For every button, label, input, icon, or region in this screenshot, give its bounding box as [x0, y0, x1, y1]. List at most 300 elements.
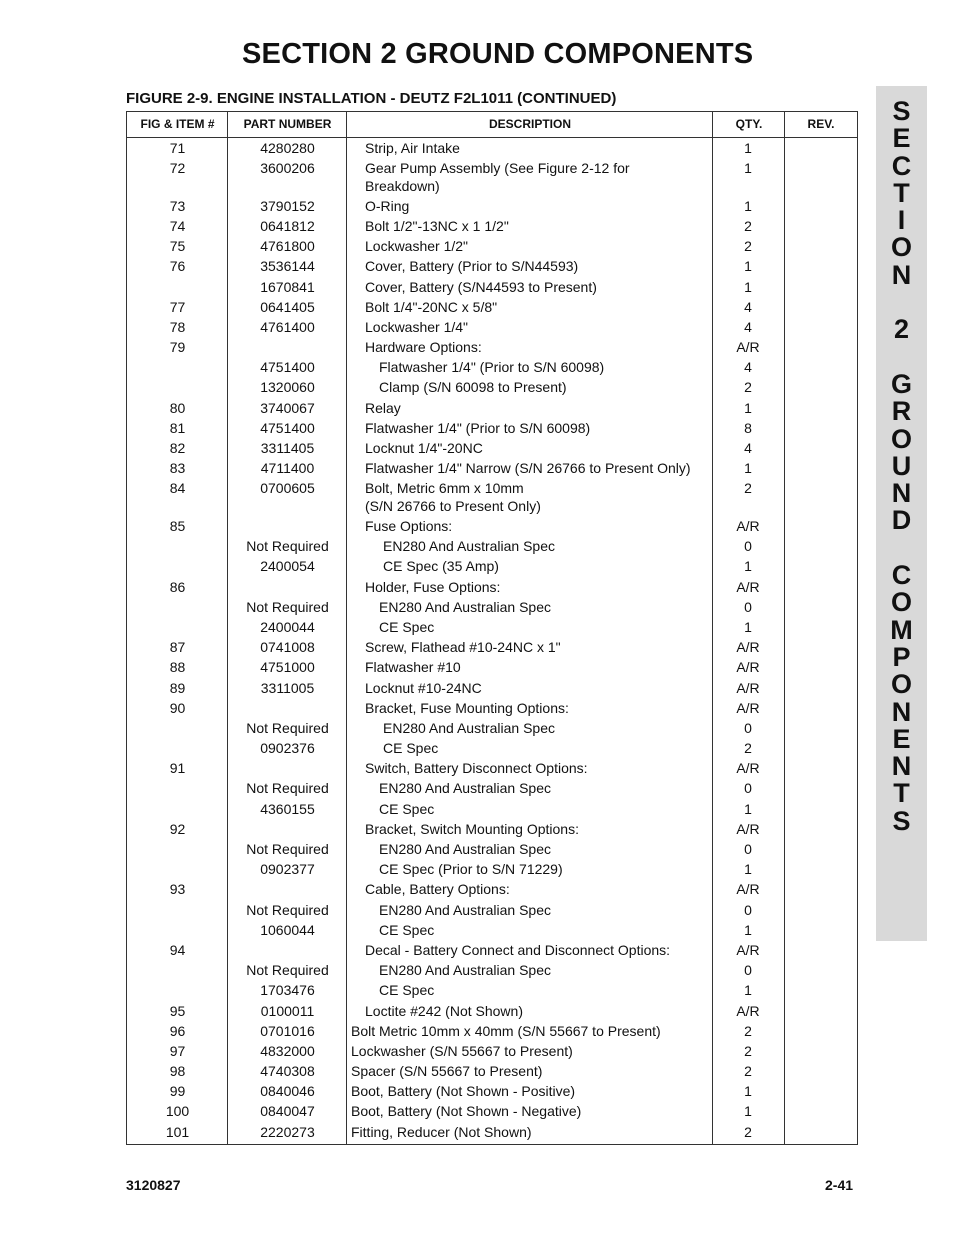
description: [383, 720, 728, 738]
quantity: 1: [744, 1083, 752, 1100]
part-number: Not Required: [246, 719, 329, 736]
quantity: 1: [744, 861, 752, 878]
part-number: 3536144: [260, 258, 315, 275]
item-number: 79: [169, 339, 186, 356]
description: [379, 780, 724, 798]
quantity: A/R: [736, 339, 760, 356]
header-rev: REV.: [807, 117, 835, 131]
item-number: 92: [169, 820, 186, 837]
item-number: 75: [169, 238, 186, 255]
table-row: [127, 357, 857, 377]
side-tab-letter: N: [891, 478, 912, 509]
part-number: 0840046: [260, 1083, 315, 1100]
header-description: DESCRIPTION: [488, 117, 571, 131]
part-number: 4280280: [260, 140, 315, 156]
description: [351, 1124, 696, 1142]
item-number: 80: [169, 399, 186, 416]
description-line: CE Spec: [383, 740, 439, 757]
side-tab-letter: C: [891, 150, 912, 181]
part-number: 3311405: [260, 440, 315, 457]
description: [365, 258, 710, 276]
part-number: 0840047: [260, 1103, 315, 1120]
table-row: [127, 1081, 857, 1101]
table-row: [127, 196, 857, 216]
description-line: Cover, Battery (S/N44593 to Present): [365, 278, 597, 295]
table-row: [127, 738, 857, 758]
quantity: 8: [744, 419, 752, 436]
description: [365, 760, 710, 778]
description-line: EN280 And Australian Spec: [379, 962, 552, 979]
part-number: Not Required: [246, 598, 329, 615]
table-row: [127, 799, 857, 819]
table-row: [127, 297, 857, 317]
quantity: A/R: [736, 639, 760, 656]
table-row: [127, 277, 857, 297]
table-row: [127, 718, 857, 738]
table-row: [127, 637, 857, 657]
table-row: [127, 337, 857, 357]
part-number: 0902377: [260, 861, 315, 878]
description: [351, 1103, 696, 1121]
quantity: 1: [744, 278, 752, 295]
table-row: [127, 940, 857, 960]
side-tab-letter: R: [891, 396, 912, 427]
header-item: FIG & ITEM #: [140, 117, 215, 131]
part-number: Not Required: [246, 538, 329, 555]
side-tab-letter: U: [891, 450, 912, 481]
table-row: [127, 478, 857, 516]
table-row: [127, 317, 857, 337]
quantity: 1: [744, 460, 752, 477]
item-number: 89: [169, 679, 186, 696]
quantity: 1: [744, 800, 752, 817]
quantity: 4: [744, 318, 752, 335]
quantity: A/R: [736, 679, 760, 696]
part-number: 0902376: [260, 740, 315, 757]
table-row: [127, 398, 857, 418]
side-tab-letter: N: [891, 259, 912, 290]
figure-title: FIGURE 2-9. ENGINE INSTALLATION - DEUTZ F2L1011 (CONTINUED): [126, 90, 617, 107]
description: [379, 841, 724, 859]
description-line: Bracket, Fuse Mounting Options:: [365, 699, 569, 716]
part-number: 3790152: [260, 197, 315, 214]
quantity: 4: [744, 298, 752, 315]
quantity: A/R: [736, 699, 760, 716]
quantity: 1: [744, 558, 752, 575]
description: [365, 680, 710, 698]
side-tab-letter: O: [890, 669, 912, 700]
description-line: Flatwasher 1/4" (Prior to S/N 60098): [365, 419, 591, 436]
table-row: [127, 138, 857, 158]
description-line: Bolt Metric 10mm x 40mm (S/N 55667 to Present): [351, 1022, 661, 1039]
description: [379, 599, 724, 617]
description: [365, 400, 710, 418]
quantity: 2: [744, 238, 752, 255]
quantity: 1: [744, 197, 752, 214]
table-row: [127, 839, 857, 859]
side-tab-letter: E: [892, 123, 911, 154]
quantity: 0: [744, 598, 752, 615]
item-number: 77: [169, 298, 186, 315]
side-tab-letter: N: [891, 751, 912, 782]
description-line: CE Spec (35 Amp): [383, 558, 499, 575]
item-number: 101: [165, 1123, 190, 1140]
table-row: [127, 678, 857, 698]
table-row: [127, 1041, 857, 1061]
description-line: (S/N 26766 to Present Only): [365, 497, 541, 514]
table-row: [127, 216, 857, 236]
description: [365, 480, 710, 515]
description: [365, 160, 710, 195]
quantity: 4: [744, 359, 752, 376]
table-row: [127, 377, 857, 397]
description-line: EN280 And Australian Spec: [383, 719, 556, 736]
table-row: [127, 1001, 857, 1021]
item-number: 86: [169, 578, 186, 595]
side-tab-letters: [876, 98, 927, 835]
part-number: 3740067: [260, 399, 315, 416]
side-tab-letter: N: [891, 696, 912, 727]
item-number: 88: [169, 659, 186, 676]
side-tab-letter: O: [890, 232, 912, 263]
description-line: Gear Pump Assembly (See Figure 2-12 for: [365, 160, 630, 177]
item-number: 76: [169, 258, 186, 275]
item-number: 96: [169, 1022, 186, 1039]
table-row: [127, 980, 857, 1000]
description-line: Locknut #10-24NC: [365, 679, 482, 696]
item-number: 91: [169, 760, 186, 777]
section-title: SECTION 2 GROUND COMPONENTS: [242, 38, 754, 70]
part-number: 1703476: [260, 982, 315, 999]
description: [365, 339, 710, 357]
table-row: [127, 597, 857, 617]
part-number: 4740308: [260, 1063, 315, 1080]
quantity: A/R: [736, 881, 760, 898]
quantity: 4: [744, 440, 752, 457]
part-number: 0700605: [260, 480, 315, 497]
description: [379, 619, 724, 637]
description: [365, 218, 710, 236]
quantity: A/R: [736, 578, 760, 595]
description-line: Loctite #242 (Not Shown): [365, 1002, 523, 1019]
table-row: [127, 698, 857, 718]
description-line: Lockwasher 1/4": [365, 318, 469, 335]
part-number: 1060044: [260, 921, 315, 938]
document-number: 3120827: [126, 1177, 181, 1193]
item-number: 90: [169, 699, 186, 716]
table-row: [127, 758, 857, 778]
part-number: 4751000: [260, 659, 315, 676]
quantity: 1: [744, 921, 752, 938]
table-header: [127, 112, 857, 138]
description-line: EN280 And Australian Spec: [379, 780, 552, 797]
item-number: 74: [169, 217, 186, 234]
description: [365, 1003, 710, 1021]
quantity: A/R: [736, 1002, 760, 1019]
table-row: [127, 1101, 857, 1121]
description: [383, 740, 728, 758]
item-number: 71: [169, 140, 186, 156]
part-number: 4751400: [260, 419, 315, 436]
description: [365, 579, 710, 597]
part-number: Not Required: [246, 962, 329, 979]
table-row: [127, 438, 857, 458]
quantity: A/R: [736, 820, 760, 837]
table-row: [127, 418, 857, 438]
part-number: Not Required: [246, 841, 329, 857]
description: [383, 558, 728, 576]
description: [365, 279, 710, 297]
item-number: 99: [169, 1083, 186, 1100]
header-part-number: PART NUMBER: [243, 117, 332, 131]
parts-table: [126, 111, 858, 1145]
side-tab-letter: S: [892, 96, 911, 126]
description: [365, 700, 710, 718]
table-row: [127, 617, 857, 637]
item-number: 84: [169, 480, 186, 497]
quantity: 2: [744, 1123, 752, 1140]
part-number: 4761800: [260, 238, 315, 255]
description-line: Flatwasher #10: [365, 659, 461, 676]
description: [365, 518, 710, 536]
table-row: [127, 1122, 857, 1142]
table-row: [127, 256, 857, 276]
side-tab-letter: C: [891, 560, 912, 591]
item-number: 94: [169, 941, 186, 958]
description: [351, 1083, 696, 1101]
description-line: Holder, Fuse Options:: [365, 578, 501, 595]
description: [351, 1043, 696, 1061]
item-number: 87: [169, 639, 186, 656]
description: [365, 881, 710, 899]
quantity: A/R: [736, 941, 760, 958]
description-line: Switch, Battery Disconnect Options:: [365, 760, 588, 777]
quantity: 1: [744, 982, 752, 999]
item-number: 73: [169, 197, 186, 214]
description: [351, 1023, 696, 1041]
description-line: CE Spec: [379, 982, 435, 999]
quantity: 0: [744, 962, 752, 979]
quantity: 0: [744, 841, 752, 857]
description: [379, 922, 724, 940]
part-number: 0641405: [260, 298, 315, 315]
table-row: [127, 778, 857, 798]
section-side-tab: [876, 86, 927, 941]
description-line: Flatwasher 1/4" (Prior to S/N 60098): [379, 359, 605, 376]
side-tab-letter: 2: [893, 314, 910, 345]
description: [365, 659, 710, 677]
table-row: [127, 577, 857, 597]
description-line: EN280 And Australian Spec: [379, 901, 552, 918]
part-number: 2220273: [260, 1123, 315, 1140]
quantity: 1: [744, 399, 752, 416]
description: [365, 319, 710, 337]
quantity: 2: [744, 379, 752, 396]
description: [365, 299, 710, 317]
part-number: 0641812: [260, 217, 315, 234]
side-tab-letter: T: [893, 177, 910, 208]
item-number: 72: [169, 160, 186, 177]
side-tab-letter: E: [892, 723, 911, 754]
description: [365, 140, 710, 158]
description-line: Strip, Air Intake: [365, 140, 460, 156]
quantity: 2: [744, 740, 752, 757]
description-line: Relay: [365, 399, 401, 416]
quantity: 1: [744, 1103, 752, 1120]
description-line: Lockwasher (S/N 55667 to Present): [351, 1042, 573, 1059]
description-line: Flatwasher 1/4" Narrow (S/N 26766 to Present Only): [365, 460, 691, 477]
item-number: 97: [169, 1042, 186, 1059]
table-row: [127, 1021, 857, 1041]
quantity: 0: [744, 719, 752, 736]
description-line: Fitting, Reducer (Not Shown): [351, 1123, 532, 1140]
description: [365, 942, 710, 960]
part-number: 4360155: [260, 800, 315, 817]
description: [365, 460, 710, 478]
table-row: [127, 236, 857, 256]
description-line: Cable, Battery Options:: [365, 881, 510, 898]
table-row: [127, 657, 857, 677]
part-number: 4761400: [260, 318, 315, 335]
description: [365, 420, 710, 438]
part-number: 3311005: [260, 679, 315, 696]
description: [365, 821, 710, 839]
description: [365, 238, 710, 256]
table-row: [127, 920, 857, 940]
table-row: [127, 458, 857, 478]
quantity: 2: [744, 480, 752, 497]
description-line: CE Spec: [379, 618, 435, 635]
description-line: O-Ring: [365, 197, 410, 214]
description-line: Decal - Battery Connect and Disconnect Options:: [365, 941, 671, 958]
description: [379, 801, 724, 819]
table-row: [127, 516, 857, 536]
description-line: EN280 And Australian Spec: [379, 598, 552, 615]
side-tab-letter: S: [892, 805, 911, 836]
description-line: CE Spec: [379, 921, 435, 938]
table-row: [127, 1061, 857, 1081]
table-row: [127, 879, 857, 899]
description: [351, 1063, 696, 1081]
item-number: 95: [169, 1002, 186, 1019]
item-number: 78: [169, 318, 186, 335]
item-number: 98: [169, 1063, 186, 1080]
item-number: 81: [169, 419, 186, 436]
description: [379, 861, 724, 879]
part-number: Not Required: [246, 780, 329, 797]
side-tab-letter: T: [893, 778, 910, 809]
description: [379, 982, 724, 1000]
table-row: [127, 556, 857, 576]
description-line: CE Spec: [379, 800, 435, 817]
description: [365, 198, 710, 216]
part-number: Not Required: [246, 901, 329, 918]
description: [379, 359, 724, 377]
item-number: 93: [169, 881, 186, 898]
item-number: 83: [169, 460, 186, 477]
side-tab-letter: P: [892, 641, 911, 672]
description-line: Spacer (S/N 55667 to Present): [351, 1063, 543, 1080]
quantity: 2: [744, 1022, 752, 1039]
quantity: 2: [744, 217, 752, 234]
header-qty: QTY.: [735, 117, 763, 131]
table-row: [127, 536, 857, 556]
description-line: Lockwasher 1/2": [365, 238, 469, 255]
description-line: Screw, Flathead #10-24NC x 1": [365, 639, 561, 656]
description-line: Cover, Battery (Prior to S/N44593): [365, 258, 579, 275]
side-tab-letter: G: [890, 368, 912, 399]
table-row: [127, 859, 857, 879]
description: [365, 440, 710, 458]
part-number: 0701016: [260, 1022, 315, 1039]
description-line: Hardware Options:: [365, 339, 482, 356]
part-number: 1670841: [260, 278, 315, 295]
description: [365, 639, 710, 657]
description-line: Bolt, Metric 6mm x 10mm: [365, 480, 524, 497]
item-number: 100: [165, 1103, 190, 1120]
part-number: 1320060: [260, 379, 315, 396]
part-number: 2400044: [260, 618, 315, 635]
description-line: Boot, Battery (Not Shown - Positive): [351, 1083, 576, 1100]
description: [383, 538, 728, 556]
description-line: Bolt 1/4"-20NC x 5/8": [365, 298, 498, 315]
part-number: 0741008: [260, 639, 315, 656]
part-number: 4751400: [260, 359, 315, 376]
description-line: Boot, Battery (Not Shown - Negative): [351, 1103, 582, 1120]
quantity: 2: [744, 1042, 752, 1059]
part-number: 4832000: [260, 1042, 315, 1059]
description-line: Bolt 1/2"-13NC x 1 1/2": [365, 217, 509, 234]
quantity: 0: [744, 538, 752, 555]
part-number: 3600206: [260, 160, 315, 177]
quantity: A/R: [736, 760, 760, 777]
quantity: 1: [744, 258, 752, 275]
description-line: EN280 And Australian Spec: [383, 538, 556, 555]
quantity: 1: [744, 140, 752, 156]
part-number: 4711400: [260, 460, 315, 477]
side-tab-letter: M: [890, 614, 913, 645]
table-row: [127, 819, 857, 839]
quantity: A/R: [736, 518, 760, 534]
part-number: 0100011: [260, 1002, 315, 1019]
description: [379, 962, 724, 980]
side-tab-letter: O: [890, 587, 912, 618]
quantity: 1: [744, 618, 752, 635]
description-line: EN280 And Australian Spec: [379, 841, 552, 857]
quantity: 2: [744, 1063, 752, 1080]
description: [379, 379, 724, 397]
side-tab-letter: I: [897, 205, 906, 236]
description-line: Breakdown): [365, 177, 440, 194]
item-number: 85: [169, 518, 186, 534]
description: [379, 902, 724, 920]
part-number: 2400054: [260, 558, 315, 575]
quantity: 0: [744, 780, 752, 797]
quantity: 1: [744, 160, 752, 177]
table-row: [127, 900, 857, 920]
table-row: [127, 960, 857, 980]
description-line: Locknut 1/4"-20NC: [365, 440, 483, 457]
quantity: A/R: [736, 659, 760, 676]
side-tab-letter: O: [890, 423, 912, 454]
side-tab-letter: D: [891, 505, 912, 536]
description-line: Bracket, Switch Mounting Options:: [365, 820, 579, 837]
description-line: CE Spec (Prior to S/N 71229): [379, 861, 563, 878]
description-line: Fuse Options:: [365, 518, 453, 534]
table-row: [127, 158, 857, 196]
description-line: Clamp (S/N 60098 to Present): [379, 379, 567, 396]
table-body: [127, 138, 857, 1142]
